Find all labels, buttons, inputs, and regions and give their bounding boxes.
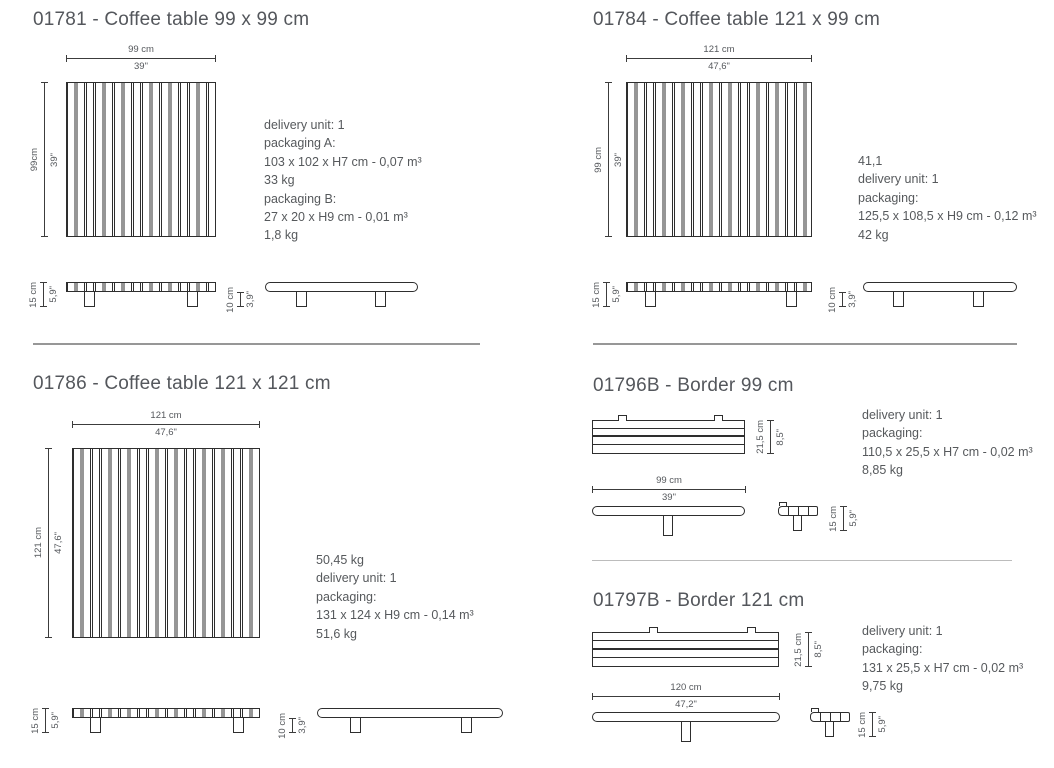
border-slat-line	[830, 713, 831, 721]
border-tab	[747, 627, 756, 633]
table-leg	[296, 292, 307, 307]
width-cm-label: 120 cm	[670, 682, 702, 693]
table-leg	[461, 718, 472, 733]
table-front-view	[72, 708, 260, 740]
info-line: 50,45 kg	[316, 553, 364, 567]
depth-cm-label: 21,5 cm	[793, 632, 804, 667]
dimension-line	[606, 282, 607, 307]
info-line: 131 x 25,5 x H7 cm - 0,02 m³	[862, 660, 1024, 675]
dimension-line	[240, 292, 241, 307]
dimension-line	[770, 420, 771, 454]
width-dimension	[66, 44, 216, 72]
border-side-bar	[592, 506, 745, 516]
height-in-label: 5,9"	[848, 510, 859, 527]
info-line: delivery unit: 1	[862, 408, 943, 422]
info-line: delivery unit: 1	[264, 118, 345, 132]
border-slat-line	[820, 713, 821, 721]
border-slat-line	[798, 507, 799, 515]
height-dimension	[827, 506, 860, 531]
width-dimension	[626, 44, 812, 72]
depth-in-label: 8,5"	[775, 428, 786, 446]
border-tab	[649, 627, 658, 633]
dimension-line	[592, 489, 746, 490]
border-side-view	[592, 506, 745, 538]
width-cm-label: 121 cm	[703, 44, 735, 55]
section-divider	[33, 343, 480, 345]
info-line: delivery unit: 1	[316, 571, 397, 586]
dimension-line	[626, 58, 812, 59]
depth-dimension	[792, 632, 825, 667]
height-cm-label: 15 cm	[591, 281, 602, 308]
leg-cm-label: 10 cm	[277, 712, 288, 739]
width-in-label: 47,6"	[708, 61, 730, 72]
height-in-label: 5,9"	[611, 286, 622, 303]
height-dimension	[27, 282, 60, 307]
info-line: packaging:	[862, 642, 923, 657]
width-dimension	[592, 682, 780, 710]
product-title-01784: 01784 - Coffee table 121 x 99 cm	[593, 9, 881, 30]
width-cm-label: 121 cm	[150, 410, 182, 421]
border-end-view	[810, 712, 850, 722]
table-leg	[187, 292, 198, 307]
product-title-01786: 01786 - Coffee table 121 x 121 cm	[33, 373, 331, 394]
dimension-line	[44, 82, 45, 237]
info-line: 9,75 kg	[862, 679, 904, 694]
border-end-bar	[778, 506, 818, 516]
border-leg	[793, 516, 802, 531]
table-top-view	[72, 448, 260, 638]
width-dimension	[592, 475, 746, 503]
leg-height-dimension	[224, 286, 257, 313]
height-cm-label: 15 cm	[828, 505, 839, 532]
table-leg	[375, 292, 386, 307]
height-dimension	[29, 708, 62, 733]
packaging-info	[862, 406, 1033, 480]
table-leg	[84, 292, 95, 307]
height-in-label: 5,9"	[48, 286, 59, 303]
height-cm-label: 15 cm	[28, 281, 39, 308]
table-front-bar	[626, 282, 812, 292]
border-slat-line	[593, 435, 744, 437]
info-line: packaging:	[316, 589, 377, 604]
info-line: packaging B:	[264, 191, 337, 206]
product-title-01797b: 01797B - Border 121 cm	[593, 590, 805, 611]
info-line: delivery unit: 1	[858, 172, 939, 187]
dimension-line	[292, 718, 293, 733]
border-tab	[618, 415, 627, 421]
width-in-label: 39"	[662, 492, 676, 503]
border-side-bar	[592, 712, 780, 722]
border-slat-line	[840, 713, 841, 721]
leg-cm-label: 10 cm	[225, 286, 236, 313]
depth-in-label: 8,5"	[813, 641, 824, 658]
table-side-bar	[863, 282, 1017, 292]
section-divider	[593, 343, 1017, 345]
info-line: 41,1	[858, 154, 883, 168]
depth-cm-label: 121 cm	[33, 527, 44, 559]
table-leg	[893, 292, 904, 307]
packaging-info	[862, 622, 1023, 696]
packaging-info	[316, 551, 474, 643]
border-top-view	[592, 420, 745, 454]
border-leg	[825, 722, 834, 737]
dimension-line	[843, 506, 844, 531]
table-front-view	[626, 282, 812, 314]
dimension-line	[808, 632, 809, 667]
border-leg	[663, 516, 673, 536]
table-side-bar	[265, 282, 418, 292]
info-line: 27 x 20 x H9 cm - 0,01 m³	[264, 210, 408, 225]
table-side-view	[863, 282, 1017, 314]
table-leg	[233, 718, 244, 733]
info-line: 110,5 x 25,5 x H7 cm - 0,02 m³	[862, 444, 1033, 459]
table-top-view	[66, 82, 216, 237]
depth-in-label: 39"	[49, 152, 60, 167]
width-in-label: 47,2"	[675, 699, 697, 710]
dimension-line	[72, 424, 260, 425]
width-cm-label: 99 cm	[128, 44, 154, 55]
table-front-bar	[66, 282, 216, 292]
info-line: 1,8 kg	[264, 228, 299, 243]
height-cm-label: 15 cm	[30, 707, 41, 734]
depth-dimension	[592, 82, 625, 237]
border-tab	[714, 415, 723, 421]
width-cm-label: 99 cm	[656, 475, 682, 486]
border-leg	[681, 722, 691, 742]
table-leg	[786, 292, 797, 307]
leg-height-dimension	[826, 286, 859, 313]
leg-height-dimension	[276, 712, 309, 739]
dimension-line	[43, 282, 44, 307]
dimension-line	[592, 696, 780, 697]
info-line: 103 x 102 x H7 cm - 0,07 m³	[264, 154, 422, 169]
info-line: 51,6 kg	[316, 626, 358, 641]
depth-in-label: 47,6"	[53, 532, 64, 554]
packaging-info	[264, 116, 422, 245]
width-in-label: 47,6"	[155, 427, 177, 438]
depth-cm-label: 99cm	[29, 147, 40, 172]
border-slat-line	[788, 507, 789, 515]
border-slat-line	[593, 428, 744, 429]
table-front-bar	[72, 708, 260, 718]
depth-dimension	[28, 82, 61, 237]
table-leg	[350, 718, 361, 733]
height-dimension	[590, 282, 623, 307]
height-in-label: 5,9"	[877, 716, 888, 733]
border-slat-line	[808, 507, 809, 515]
dimension-line	[608, 82, 609, 237]
dimension-line	[66, 58, 216, 59]
height-dimension	[856, 712, 889, 737]
leg-in-label: 3,9"	[245, 291, 256, 308]
info-line: delivery unit: 1	[862, 624, 943, 638]
width-in-label: 39"	[134, 61, 148, 72]
info-line: 131 x 124 x H9 cm - 0,14 m³	[316, 608, 474, 623]
depth-cm-label: 99 cm	[593, 146, 604, 173]
table-side-view	[317, 708, 503, 740]
depth-dimension	[754, 420, 787, 454]
info-line: packaging:	[858, 190, 919, 205]
depth-cm-label: 21,5 cm	[755, 420, 766, 454]
depth-dimension	[32, 448, 65, 638]
border-slat-line	[593, 648, 778, 650]
dimension-line	[872, 712, 873, 737]
border-slat-line	[593, 640, 778, 641]
leg-cm-label: 10 cm	[827, 286, 838, 313]
table-top-view	[626, 82, 812, 237]
product-title-01781: 01781 - Coffee table 99 x 99 cm	[33, 9, 310, 30]
info-line: packaging A:	[264, 136, 336, 151]
table-side-view	[265, 282, 418, 314]
height-in-label: 5,9"	[50, 712, 61, 729]
height-cm-label: 15 cm	[857, 711, 868, 738]
info-line: 33 kg	[264, 173, 295, 188]
table-leg	[90, 718, 101, 733]
packaging-info	[858, 152, 1037, 244]
border-end-bar	[810, 712, 850, 722]
dimension-line	[842, 292, 843, 307]
dimension-line	[48, 448, 49, 638]
info-line: 125,5 x 108,5 x H9 cm - 0,12 m³	[858, 209, 1037, 224]
table-leg	[645, 292, 656, 307]
table-front-view	[66, 282, 216, 314]
info-line: 42 kg	[858, 227, 889, 242]
dimension-line	[45, 708, 46, 733]
border-slat-line	[593, 657, 778, 658]
product-title-01796b: 01796B - Border 99 cm	[593, 375, 794, 396]
info-line: packaging:	[862, 426, 923, 441]
table-leg	[973, 292, 984, 307]
border-slat-line	[593, 444, 744, 445]
info-line: 8,85 kg	[862, 463, 904, 478]
width-dimension	[72, 410, 260, 438]
section-divider	[592, 560, 1012, 561]
leg-in-label: 3,9"	[847, 291, 858, 308]
depth-in-label: 39"	[613, 152, 624, 167]
leg-in-label: 3,9"	[297, 717, 308, 734]
border-end-view	[778, 506, 818, 516]
border-side-view	[592, 712, 780, 744]
table-side-bar	[317, 708, 503, 718]
border-top-view	[592, 632, 779, 667]
